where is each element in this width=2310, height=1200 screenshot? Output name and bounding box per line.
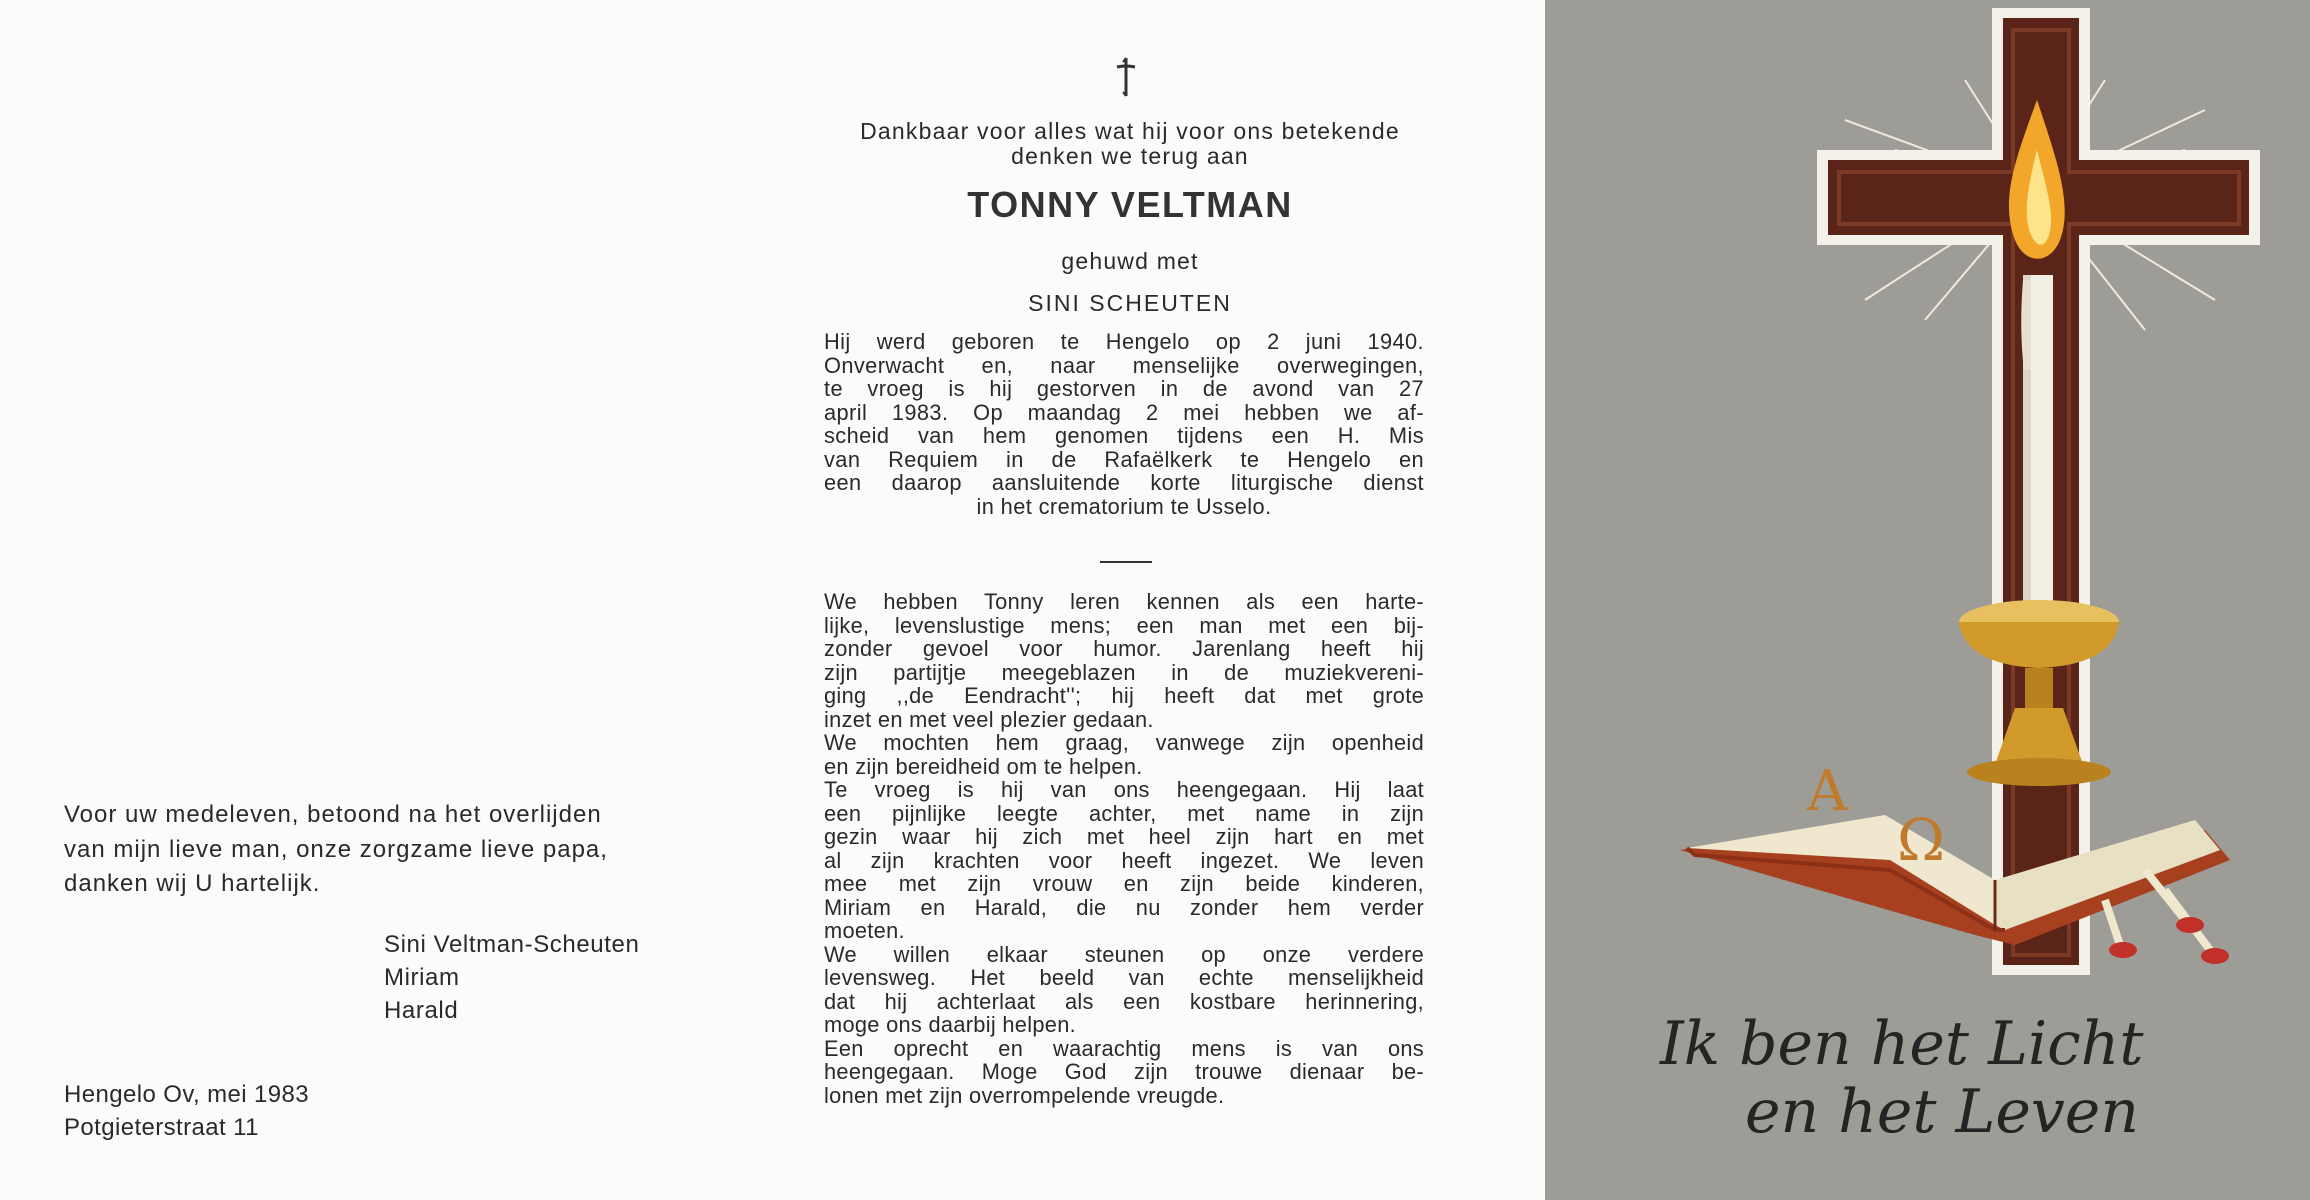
thanks-text	[64, 798, 704, 902]
thanks-line: danken wij U hartelijk.	[64, 870, 321, 897]
alpha-letter: A	[1807, 759, 1848, 824]
motto-line: Ik ben het Licht	[1660, 1009, 2144, 1079]
tribute-line: gezin waar hij zich met heel zijn hart en met	[824, 824, 1424, 849]
tribute-line: een pijnlijke leegte achter, met name in zijn	[824, 800, 1424, 826]
tribute-line: lonen met zijn overrompelende vreugde.	[824, 1082, 1225, 1108]
bio-line: Hij werd geboren te Hengelo op 2 juni 1940.	[824, 329, 1424, 354]
signer-name: Miriam	[384, 964, 460, 991]
bio-line: een daarop aansluitende korte liturgische dienst	[824, 470, 1424, 495]
intro-line: Dankbaar voor alles wat hij voor ons betekende	[860, 118, 1400, 144]
street-address: Potgieterstraat 11	[64, 1114, 259, 1141]
signer-name: Harald	[384, 997, 459, 1024]
thanks-line: Voor uw medeleven, betoond na het overlijden	[64, 801, 602, 828]
tribute-line: al zijn krachten voor heeft ingezet. We leven	[824, 847, 1424, 873]
tribute-line: en zijn bereidheid om te helpen.	[824, 753, 1143, 779]
middle-panel	[800, 0, 1460, 1200]
bio-line: april 1983. Op maandag 2 mei hebben we af-	[824, 399, 1424, 425]
tribute-line: ging ,,de Eendracht''; hij heeft dat met grote	[824, 683, 1424, 708]
bio-line: in het crematorium te Usselo.	[976, 493, 1272, 519]
tribute-line: mee met zijn vrouw en zijn beide kinderen,	[824, 871, 1424, 896]
separator-rule	[1100, 561, 1152, 563]
open-book	[1680, 815, 2230, 945]
bio-line: te vroeg is hij gestorven in de avond van 27	[824, 376, 1424, 401]
tribute-line: inzet en met veel plezier gedaan.	[824, 706, 1154, 732]
intro-text	[800, 119, 1460, 169]
tribute-line: We hebben Tonny leren kennen als een harte-	[824, 589, 1424, 614]
tribute-line: We mochten hem graag, vanwege zijn openheid	[824, 730, 1424, 755]
bio-line: scheid van hem genomen tijdens een H. Mis	[824, 423, 1424, 448]
tribute-line: moge ons daarbij helpen.	[824, 1012, 1076, 1037]
left-panel	[0, 0, 760, 1200]
thanks-line: van mijn lieve man, onze zorgzame lieve papa,	[64, 835, 608, 863]
tribute-line: Miriam en Harald, die nu zonder hem verder	[824, 894, 1424, 920]
cross-icon	[1110, 54, 1142, 98]
tribute-line: Te vroeg is hij van ons heengegaan. Hij laat	[824, 777, 1424, 802]
tribute-line: lijke, levenslustige mens; een man met een bij-	[824, 612, 1424, 638]
bio-line: Onverwacht en, naar menselijke overwegingen,	[824, 352, 1424, 378]
tribute-line: dat hij achterlaat als een kostbare herinnering,	[824, 988, 1424, 1014]
candle	[2021, 275, 2053, 615]
address-block	[64, 1078, 309, 1144]
motto-line: en het Leven	[1745, 1077, 2139, 1147]
picture-panel	[1545, 0, 2310, 1200]
motto-text	[1660, 1010, 2220, 1146]
tribute-line: zijn partijtje meegeblazen in de muziekvereni-	[824, 659, 1424, 685]
tribute-line: heengegaan. Moge God zijn trouwe dienaar be-	[824, 1059, 1424, 1084]
tribute-line: We willen elkaar steunen op onze verdere	[824, 941, 1424, 967]
tribute-line: Een oprecht en waarachtig mens is van ons	[824, 1035, 1424, 1061]
spouse-name: SINI SCHEUTEN	[1028, 290, 1232, 316]
place-date: Hengelo Ov, mei 1983	[64, 1081, 310, 1108]
biography	[824, 330, 1424, 518]
tribute-line: moeten.	[824, 918, 905, 943]
married-label: gehuwd met	[1061, 248, 1199, 274]
candlestick	[1959, 600, 2119, 786]
omega-letter: Ω	[1897, 806, 1946, 874]
tribute-text	[824, 590, 1424, 1107]
tribute-line: zonder gevoel voor humor. Jarenlang heeft hij	[824, 636, 1424, 661]
signer-name: Sini Veltman-Scheuten	[384, 931, 640, 958]
tribute-line: levensweg. Het beeld van echte menselijkheid	[824, 965, 1424, 990]
bio-line: van Requiem in de Rafaëlkerk te Hengelo en	[824, 446, 1424, 472]
deceased-name: TONNY VELTMAN	[967, 184, 1293, 225]
signers	[384, 928, 639, 1027]
intro-line: denken we terug aan	[1011, 143, 1249, 169]
